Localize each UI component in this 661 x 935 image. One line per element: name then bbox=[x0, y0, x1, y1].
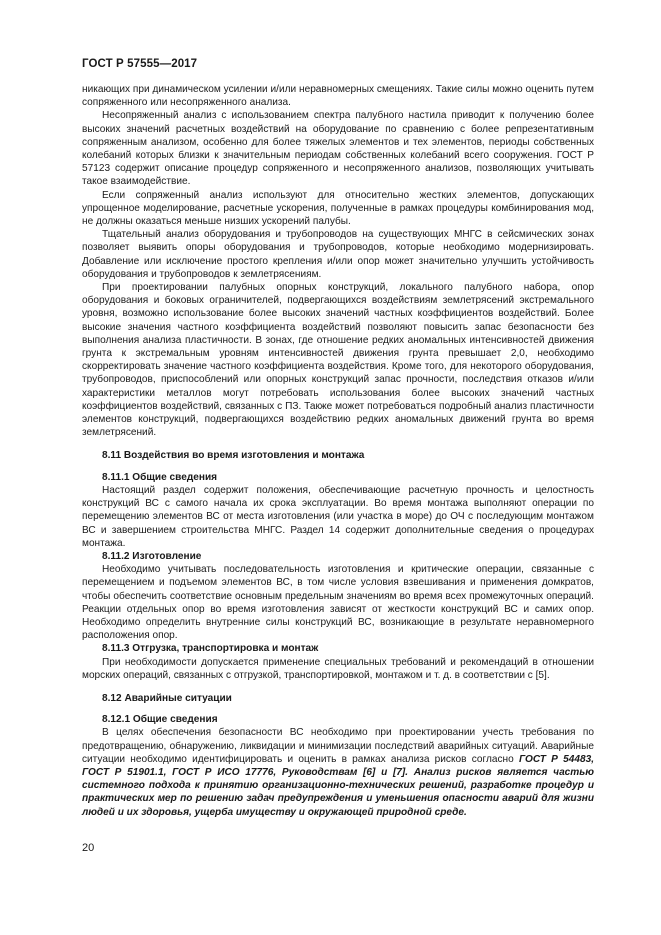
subsection-heading-8-12-1: 8.12.1 Общие сведения bbox=[102, 714, 218, 726]
section-heading-8-11: 8.11 Воздействия во время изготовления и монтажа bbox=[102, 450, 365, 462]
page-number: 20 bbox=[82, 842, 95, 854]
paragraph-continued: никающих при динамическом усилении и/или неравномерных смещениях. Такие силы можно оценить путем сопряженного или несопряженного анализа. bbox=[82, 84, 594, 109]
subsection-heading-8-11-3: 8.11.3 Отгрузка, транспортировка и монтаж bbox=[102, 643, 319, 655]
paragraph-plain-text: В целях обеспечения безопасности ВС необходимо при проектировании учесть требования по предотвращению, обнаружению, ликвидации и минимизации последствий аварийных ситуаций. Аварийные ситуации необходимо идентифицировать и оценить в рамках анализа рисков согласно bbox=[82, 727, 594, 765]
section-heading-8-12: 8.12 Аварийные ситуации bbox=[102, 692, 232, 704]
subsection-heading-8-11-1: 8.11.1 Общие сведения bbox=[102, 471, 218, 483]
document-body bbox=[82, 83, 594, 819]
paragraph: При необходимости допускается применение специальных требований и рекомендаций в отношении морских операций, связанных с отгрузкой, транспортировкой, монтажом и т. д. в соответствии с [5]. bbox=[82, 656, 594, 681]
paragraph-emphasis-text: ГОСТ Р 54483, ГОСТ Р 51901.1, ГОСТ Р ИСО 17776, Руководствам [6] и [7]. Анализ рисков является частью системного подхода к принятию организационно-технических решений, разработке процедур и практических мер по решению задач предупреждения и уменьшения опасности аварий для жизни людей и их здоровья, ущерба имуществу и окружающей природной среде. bbox=[82, 753, 594, 818]
paragraph: Настоящий раздел содержит положения, обеспечивающие расчетную прочность и целостность конструкций ВС с самого начала их срока эксплуатации. Во время монтажа выполняют операции по перемещению элементов ВС от места изготовления (или участка в море) до ОЧ с последующим монтажом ВС и завершением строительства МНГС. Раздел 14 содержит дополнительные сведения о процедурах монтажа. bbox=[82, 484, 594, 549]
subsection-heading-8-11-2: 8.11.2 Изготовление bbox=[102, 550, 202, 562]
paragraph: Несопряженный анализ с использованием спектра палубного настила приводит к получению более высоких значений расчетных воздействий на оборудование по сравнению с более репрезентативным сопряженным анализом, особенно для более тяжелых элементов и тех элементов, периоды собственных колебаний которых близки к значительным периодам собственных колебаний всего сооружения. ГОСТ Р 57123 содержит описание процедур сопряженного и несопряженного анализов, позволяющих учитывать такое взаимодействие. bbox=[82, 110, 594, 188]
paragraph: При проектировании палубных опорных конструкций, локального палубного набора, опор оборудования и боковых ограничителей, подвергающихся воздействиям землетрясений экстремального уровня, возможно использование более высоких значений частных коэффициентов воздействий. Более высокие значения частного коэффициента воздействий позволяют повысить запас безопасности без выполнения анализа пластичности. В зонах, где отношение редких аномальных интенсивностей движения грунта к экстремальным уровням интенсивностей движения грунта превышает 2,0, необходимо скорректировать значение частного коэффициента воздействия. Кроме того, для некоторого оборудования, трубопроводов, приспособлений или опорных конструкций запас прочности, последствия отказов и/или характеристики металлов могут потребовать использования более высоких значений частных коэффициентов воздействий, связанных с ПЗ. Также может потребоваться подробный анализ пластичности элементов конструкций, подвергающихся воздействию редких аномальных движений грунта во время землетрясений. bbox=[82, 282, 594, 439]
paragraph-mixed bbox=[82, 726, 594, 818]
paragraph: Если сопряженный анализ используют для относительно жестких элементов, допускающих упрощенное моделирование, расчетные ускорения, полученные в рамках процедуры комбинирования мод, не должны оказаться меньше низших ускорений палубы. bbox=[82, 189, 594, 228]
document-header: ГОСТ Р 57555—2017 bbox=[82, 58, 198, 70]
paragraph: Тщательный анализ оборудования и трубопроводов на существующих МНГС в сейсмических зонах позволяет выявить опоры оборудования и трубопроводов, которые необходимо модернизировать. Добавление или исключение простого крепления и/или опор может значительно улучшить устойчивость оборудования и трубопроводов к землетрясениям. bbox=[82, 229, 594, 280]
paragraph: Необходимо учитывать последовательность изготовления и критические операции, связанные с перемещением и подъемом элементов ВС, в том числе условия взвешивания и применения домкратов, чтобы обеспечить соответствие основным предельным значениям во время всех промежуточных операций. Реакции отдельных опор во время изготовления зависят от жесткости конструкций ВС и самих опор. Необходимо определить внутренние силы конструкций ВС, возникающие в результате неравномерного расположения опор. bbox=[82, 564, 594, 642]
